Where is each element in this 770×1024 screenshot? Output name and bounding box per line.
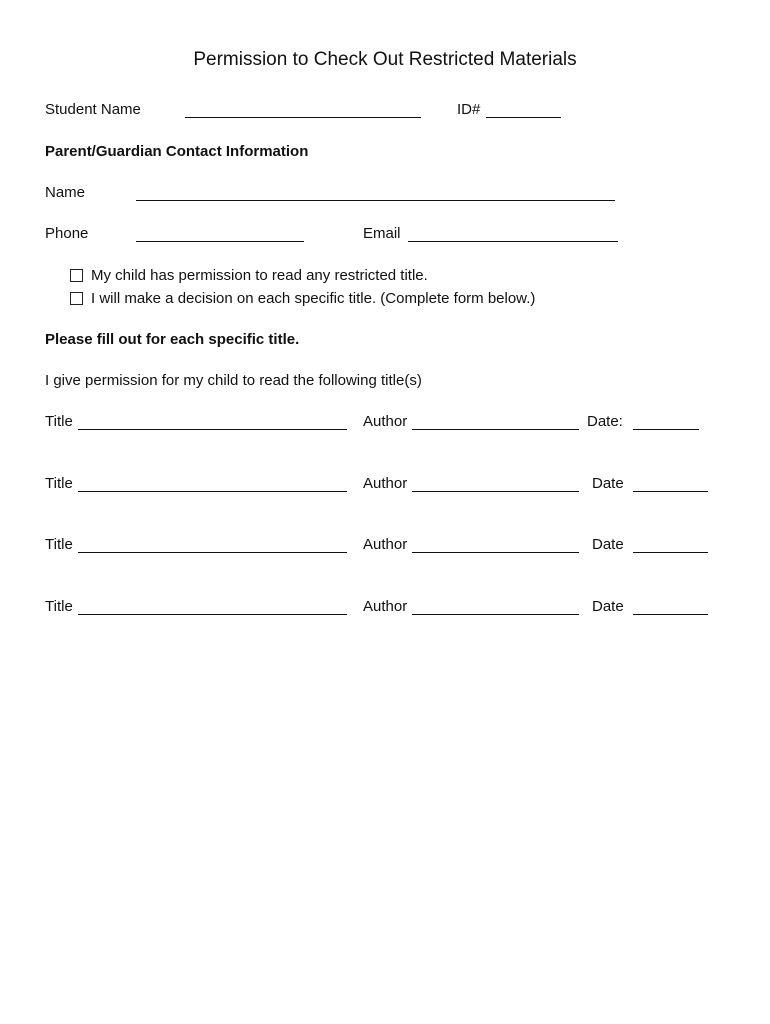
date-field[interactable]: [633, 491, 708, 492]
title-label: Title: [45, 598, 73, 615]
date-label: Date: [592, 536, 624, 553]
id-label: ID#: [457, 101, 481, 118]
id-field[interactable]: [486, 117, 561, 118]
title-label: Title: [45, 536, 73, 553]
student-name-field[interactable]: [185, 117, 421, 118]
decide-each-checkbox[interactable]: [70, 292, 83, 305]
author-label: Author: [363, 413, 408, 430]
author-field[interactable]: [412, 614, 579, 615]
date-label: Date:: [587, 413, 623, 430]
title-field[interactable]: [78, 614, 347, 615]
page-title: Permission to Check Out Restricted Materials: [193, 49, 577, 70]
date-field[interactable]: [633, 552, 708, 553]
date-field[interactable]: [633, 614, 708, 615]
author-field[interactable]: [412, 429, 579, 430]
phone-field[interactable]: [136, 241, 304, 242]
parent-name-field[interactable]: [136, 200, 615, 201]
title-field[interactable]: [78, 491, 347, 492]
author-label: Author: [363, 598, 408, 615]
author-label: Author: [363, 475, 408, 492]
specific-title-heading: Please fill out for each specific title.: [45, 331, 300, 348]
parent-name-label: Name: [45, 184, 86, 201]
permission-statement: I give permission for my child to read the following title(s): [45, 372, 422, 389]
parent-section-heading: Parent/Guardian Contact Information: [45, 143, 309, 160]
date-label: Date: [592, 475, 624, 492]
email-field[interactable]: [408, 241, 618, 242]
title-label: Title: [45, 475, 73, 492]
author-field[interactable]: [412, 552, 579, 553]
author-label: Author: [363, 536, 408, 553]
student-name-label: Student Name: [45, 101, 141, 118]
permission-any-checkbox[interactable]: [70, 269, 83, 282]
title-field[interactable]: [78, 429, 347, 430]
date-field[interactable]: [633, 429, 699, 430]
email-label: Email: [363, 225, 401, 242]
date-label: Date: [592, 598, 624, 615]
decide-each-label: I will make a decision on each specific title. (Complete form below.): [91, 290, 536, 307]
phone-label: Phone: [45, 225, 89, 242]
title-label: Title: [45, 413, 73, 430]
author-field[interactable]: [412, 491, 579, 492]
title-field[interactable]: [78, 552, 347, 553]
permission-any-label: My child has permission to read any restricted title.: [91, 267, 428, 284]
